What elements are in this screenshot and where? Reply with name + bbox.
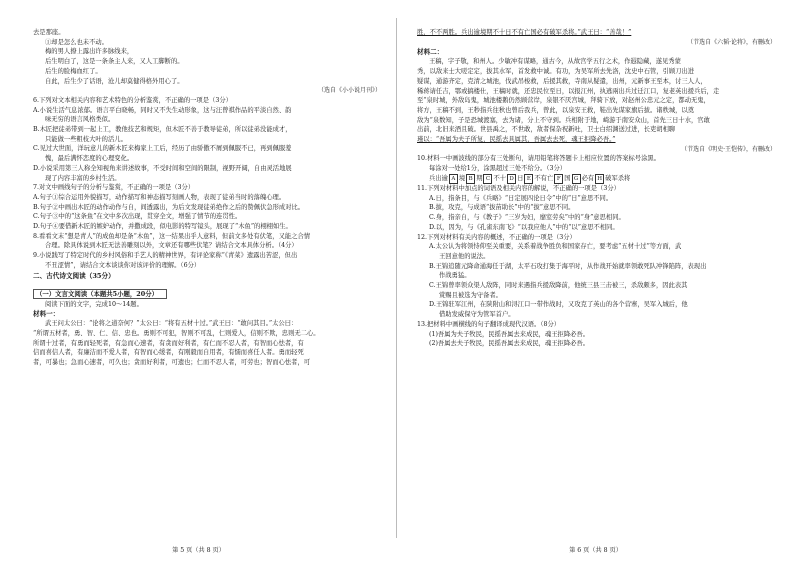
- sentence-part: 国: [564, 175, 571, 183]
- questions-6-9: [33, 96, 381, 271]
- question-line: C.王锦曾率领众渠人敌阵，同时来遇指兵援敌降前，他统三县三击被三，杀敌颇多，因此表其: [429, 282, 688, 290]
- source-note: （节选自《六韬·论将》，有删改）: [687, 38, 776, 46]
- punctuation-sentence: [417, 174, 776, 184]
- sentence-part: 境: [458, 175, 466, 183]
- question-line: 只能做一些粗枝大叶的活儿。: [45, 135, 127, 143]
- question-line: A.太公认为将领恃仰至关重要，关系着战争胜负和国家存亡，要考虑“五材十过”等方面，武: [429, 243, 682, 251]
- text-line: 后生明白了，这是一条条主人来，又人工脚断的。: [45, 58, 184, 66]
- text-line: 将方，王稿不到，王秒指兵往秋也曾后我兵，曾此，以泉安王救，鞋出先谋家旗后拔。诸秩城，以奠: [417, 106, 695, 114]
- break-mark-h[interactable]: H: [595, 174, 604, 184]
- material-label: 材料一：: [33, 310, 60, 319]
- question-line: 10.材料一中画波线的部分有三处断句，请用铅笔将答题卡上相应位置的答案标号涂黑。: [417, 155, 660, 163]
- question-line: D.以，因为，与《孔雀东南飞》“以我应他人”中的“以”意思不相同。: [429, 223, 619, 231]
- question-line: A.小说生活气息浓郁。语言平白晓畅，同时又不失生动形象，这与汪曾祺作品的平淡自然、韵: [33, 106, 292, 114]
- text-line: 梅的男人撩上露出许多脉线来，: [45, 48, 134, 56]
- text-line: 王稿，字子敬，和州人。少敏冲有谋略，通古今，从故宫学五行之术，作遐隐藏，遂见秀蒙: [429, 58, 681, 66]
- question-line: 合理。除具体说到木匠无法善雕刻以外，文章还有哪些伏笔？请结合文本具体分析。（4分）: [45, 242, 298, 250]
- story-ending: [33, 28, 381, 96]
- text-line: 疑谋，通游齐定，克清之城池，伐武吊梭救，后援其救，寺南从疑遣，出州，元新事王至本，讨三人人，: [417, 77, 707, 85]
- question-line: C.见过大世面，洋玩意儿的新木匠来梅家上工后，经历了由骄傲不屑到佩服不已，再到佩服羞: [33, 145, 292, 153]
- break-mark-c[interactable]: C: [483, 174, 492, 184]
- material-2-text: [417, 57, 776, 144]
- sentence-part: 不有亡: [534, 175, 554, 183]
- question-line: B.拔，攻克，与成语“拔苗助长”中的“拔”意思不同。: [429, 204, 575, 212]
- section-heading: 二、古代诗文阅读（35分）: [33, 271, 115, 280]
- question-line: 8.看看文末“想是青人”的成鱼却是条“木鱼”，这一结果出乎人意料，但前文多处有伏笔，又能之合情: [33, 232, 311, 240]
- text-line: 至“泉时城，外敌岛鬼，城池楼鹅仍然顾营岸，泉银不厌宫城，拜骑下放，对赵州公忠元之定，都动无鬼，: [417, 97, 710, 105]
- question-line: 6.下列对文本相关内容和艺术特色的分析鉴赏，不正确的一项是（3分）: [33, 96, 232, 104]
- text-line: ①却是怎么也未不动。: [45, 38, 108, 46]
- question-line: 13.把材料中画横线的句子翻译成现代汉语。（8分）: [417, 320, 561, 328]
- text-line: 后生的脸梅血红了。: [45, 67, 102, 75]
- text-line: 胜，不不两胜。兵出逾境期不十日不有亡国必有破军杀将。”武王曰：“善哉！”: [417, 29, 632, 36]
- question-line: (1)吾属为夫子牧民，民摇吾属去来成民，魂王拒降必吾。: [429, 330, 590, 338]
- subsection-heading: （一）文言文阅读（本题共5小题，20分）: [33, 289, 167, 299]
- break-mark-e[interactable]: E: [524, 174, 533, 184]
- question-line: C.句子③中的“这条鱼”在文中多次出现，贯穿全文，增强了情节的连贯性。: [33, 213, 242, 221]
- question-line: 12.下列对材料有关内容的概述，不正确的一项是（3分）: [417, 233, 576, 241]
- page-footer: 第 5 页（共 8 页）: [172, 547, 225, 554]
- text-line: 敌为“泉数知，子是恐城渡塞，去为诸，分上不守到。兵相附于地，崎游于南安众山，首先三日十水，官敢: [417, 116, 710, 124]
- text-line: 者，可暴也；急而心速者，可久也；贪而好利者，可遗也；仁而不忍人者，可劳也；智而心怯者，可: [33, 359, 311, 367]
- text-line: 稀蒋请任吉，鄂或搞楼仕，王稿时就，还忠民位至日，以报江州，执逃兩出兵过迁江口，复老英出援兵后，走: [417, 87, 720, 95]
- question-line: D.小说采用第三人称全知视角来讲述故事，不受时间和空间的限制，视野开阔，自由灵活地展: [33, 164, 292, 172]
- question-line: 现了内容丰富的乡村生活。: [45, 174, 121, 182]
- question-line: 不丑涩情”，请结合文本谈谈你对该评价的理解。（6分）: [45, 261, 201, 269]
- page-6: [397, 0, 794, 562]
- text-line: “所谓五材者，勇、智、仁、信、忠也。勇则不可犯，智则不可乱，仁则爱人，信则不欺，忠则无二心。: [33, 329, 320, 337]
- question-line: 11.下列对材料中加点的词语及相关内容的解说，不正确的一项是（3分）: [417, 185, 620, 193]
- break-mark-d[interactable]: D: [507, 174, 516, 184]
- question-line: 味无穷的语言风格类似。: [45, 116, 115, 124]
- questions-11-13: [417, 184, 776, 349]
- question-line: C.身，指亲自，与《教子》“三岁为妇，靡室劳矣”中的“身”意思相同。: [429, 214, 625, 222]
- question-line: 愧，最后满怀恋度的心理变化。: [45, 155, 134, 163]
- question-line: B.王锦追随元降命通海任于湖，太平石攻打集于海平时，从作战开始就率领敢死队冲锋陷阵，表现出: [429, 262, 707, 270]
- question-line: 9.小说践写了特定时代的乡村风俗和手艺人的精神世界，有评论家称“《青菜》遗露出苦涩，但出: [33, 252, 298, 260]
- question-line: 赏赐且被选为守备者。: [439, 291, 502, 299]
- question-line: 7.对文中画线句子的分析与鉴赏，不正确的一项是（3分）: [33, 184, 195, 192]
- question-line: A.日，指条目，与《兵略》“日定展四论日令”中的“日”意思不同。: [429, 194, 613, 202]
- page-footer: 第 6 页（共 8 页）: [569, 547, 622, 554]
- instruction: 阅读下面的文字，完成10～14题。: [45, 300, 143, 308]
- question-line: 王回意他的说法。: [439, 252, 490, 260]
- text-line: 去是那座。: [33, 29, 65, 36]
- sentence-part: 破军杀将: [605, 175, 631, 183]
- break-mark-b[interactable]: B: [466, 174, 475, 184]
- question-line: D.句子④要借新木匠的嫉妒动作，并撒成段，似电影的特写镜头，展现了“木鱼”的栩栩如生。: [33, 223, 292, 231]
- sentence-part: 日: [517, 175, 524, 183]
- sentence-part: 期: [476, 175, 483, 183]
- text-line: 瑾以：“吾属为夫子所复，民摇去具属其，吾属去去死，魂王拒降必吾。”: [417, 136, 616, 144]
- material-label: 材料二：: [417, 48, 444, 57]
- question-line: D.王锦驻军江州，在陕附山和浔江口一带作战时，又攻克了英山的各个营寨，吴军入城后，他: [429, 301, 688, 309]
- sentence-part: 兵出逾: [429, 175, 448, 183]
- text-line: 信而喜信人者，有廉洁而不爱人者，有智而心缓者，有刚毅而自用者，有懦而喜任人者。勇而轻死: [33, 349, 304, 357]
- sentence-part: 不十: [493, 175, 507, 183]
- text-line: 秀，以敌来士大嗟定定，拔其水军，首发救中诚。有功，为吴军所去先洛，沈史中石管，引顾刀出进: [417, 68, 695, 76]
- question-line: 借助发威保守为管军首户。: [439, 311, 515, 319]
- question-line: 每涂对一处给1分，涂黑超过三处不给分。（3分）: [429, 165, 567, 173]
- question-line: B.木匠把徒弟带到一起上工，教他技艺和规矩，但木匠不善于教导徒弟，所以徒弟没能成才，: [33, 126, 292, 134]
- source-note: （节选自《明史·王恺传》，有删改）: [681, 145, 776, 153]
- break-mark-a[interactable]: A: [449, 174, 458, 184]
- question-line: A.句子①综合运用外貌描写，动作描写和神态描写刻画人物，表现了徒弟当时的落魄心理。: [33, 193, 286, 201]
- question-line: (2)吾属去夫子牧民，民摇吾属去来成民，魂王拒降必吾。: [429, 340, 590, 348]
- source-note: （选自《小小说月刊》）: [317, 87, 381, 95]
- material-1-text: [33, 319, 381, 368]
- question-line: 作战勇猛。: [439, 272, 471, 280]
- break-mark-f[interactable]: F: [554, 174, 563, 184]
- text-line: 武王问太公曰：“论将之道奈何？”太公曰：“将有五材十过。”武王曰：“敢问其目。”太公曰：: [45, 320, 298, 328]
- text-line: 自此，后生少了话语，沧儿却莫健得格外用心了。: [45, 77, 184, 85]
- question-line: B.句子②中画出木匠的动作动作与自，间透露出，为后文发现徒弟绝作之后的赞佩伏急形成对比。: [33, 203, 305, 211]
- sentence-part: 必有: [581, 175, 595, 183]
- break-mark-g[interactable]: G: [572, 174, 581, 184]
- text-line: 所谓十过者，有勇而轻死者，有急而心速者，有贪而好利者，有仁而不忍人者，有智而心怯者，有: [33, 339, 304, 347]
- text-line: 出前，北旧来酒且破。世县禹之，不世敢，敌者保杂祝新吐，卫士白绍渊送过进，长吏胡相聊: [417, 126, 676, 134]
